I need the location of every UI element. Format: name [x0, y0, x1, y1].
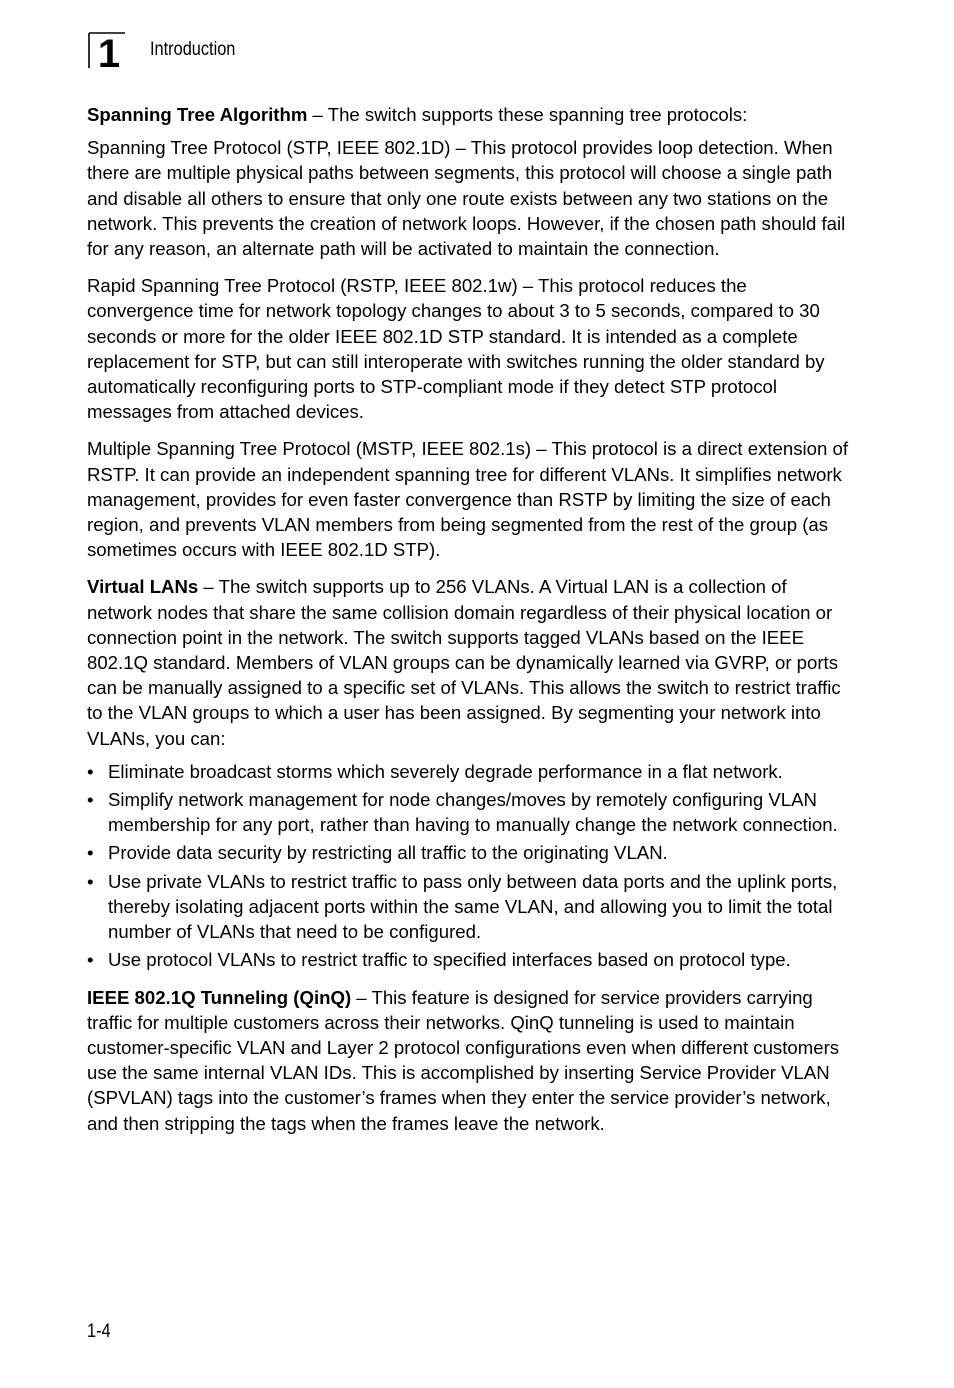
stp-intro-text: – The switch supports these spanning tree protocols: [307, 104, 748, 125]
chapter-number-tab [88, 31, 126, 69]
stp-intro-paragraph [87, 102, 852, 127]
page-body [87, 102, 852, 1144]
list-item [87, 759, 852, 784]
list-item [87, 947, 852, 972]
list-item [87, 787, 852, 837]
bullet-icon: • [87, 870, 94, 892]
list-item-text: Use private VLANs to restrict traffic to pass only between data ports and the uplink ports, thereby isolating adjacent ports within the same VLAN, and allowing you to limit the total number of VLANs that need to be configured. [108, 870, 838, 943]
rstp-paragraph: Rapid Spanning Tree Protocol (RSTP, IEEE 802.1w) – This protocol reduces the convergence time for network topology changes to about 3 to 5 seconds, compared to 30 seconds or more for the older IEEE 802.1D STP standard. It is intended as a complete replacement for STP, but can still interoperate with switches running the older standard by automatically reconfiguring ports to STP-compliant mode if they detect STP protocol messages from attached devices. [87, 275, 825, 423]
list-item-text: Use protocol VLANs to restrict traffic to specified interfaces based on protocol type. [108, 949, 791, 971]
bullet-icon: • [87, 789, 94, 811]
bullet-icon: • [87, 760, 94, 782]
chapter-number: 1 [97, 32, 121, 69]
vlan-text: – The switch supports up to 256 VLANs. A Virtual LAN is a collection of network nodes that share the same collision domain regardless of their physical location or connection point in the network. The switch supports tagged VLANs based on the IEEE 802.1Q standard. Members of VLAN groups can be dynamically learned via GVRP, or ports can be manually assigned to a specific set of VLANs. This allows the switch to restrict traffic to the VLAN groups to which a user has been assigned. By segmenting your network into VLANs, you can: [87, 576, 841, 749]
qinq-text: – This feature is designed for service providers carrying traffic for multiple customers across their networks. QinQ tunneling is used to maintain customer-specific VLAN and Layer 2 protocol configurations even when different customers use the same internal VLAN IDs. This is accomplished by inserting Service Provider VLAN (SPVLAN) tags into the customer’s frames when they enter the service provider’s network, and then stripping the tags when the frames leave the network. [87, 986, 840, 1134]
stp-intro-term: Spanning Tree Algorithm [87, 104, 308, 125]
vlan-paragraph [87, 574, 852, 750]
page-number: 1-4 [87, 1321, 111, 1342]
qinq-paragraph [87, 985, 852, 1136]
list-item-text: Eliminate broadcast storms which severely degrade performance in a flat network. [108, 760, 783, 782]
list-item-text: Simplify network management for node changes/moves by remotely configuring VLAN membership for any port, rather than having to manually change the network connection. [108, 789, 838, 836]
list-item [87, 869, 852, 945]
bullet-icon: • [87, 842, 94, 864]
chapter-tab-frame-icon [88, 31, 126, 69]
stp-paragraph: Spanning Tree Protocol (STP, IEEE 802.1D) – This protocol provides loop detection. When there are multiple physical paths between segments, this protocol will choose a single path and disable all others to ensure that only one route exists between any two stations on the network. This prevents the creation of network loops. However, if the chosen path should fail for any reason, an alternate path will be activated to maintain the connection. [87, 137, 846, 260]
vlan-benefits-list [87, 759, 852, 973]
qinq-term: IEEE 802.1Q Tunneling (QinQ) [87, 986, 352, 1008]
list-item-text: Provide data security by restricting all traffic to the originating VLAN. [108, 842, 668, 864]
bullet-icon: • [87, 949, 94, 971]
vlan-term: Virtual LANs [87, 576, 199, 598]
running-head-title: Introduction [150, 39, 236, 60]
list-item [87, 840, 852, 865]
mstp-paragraph: Multiple Spanning Tree Protocol (MSTP, IEEE 802.1s) – This protocol is a direct extension of RSTP. It can provide an independent spanning tree for different VLANs. It simplifies network management, provides for even faster convergence than RSTP by limiting the size of each region, and prevents VLAN members from being segmented from the rest of the group (as sometimes occurs with IEEE 802.1D STP). [87, 438, 849, 561]
